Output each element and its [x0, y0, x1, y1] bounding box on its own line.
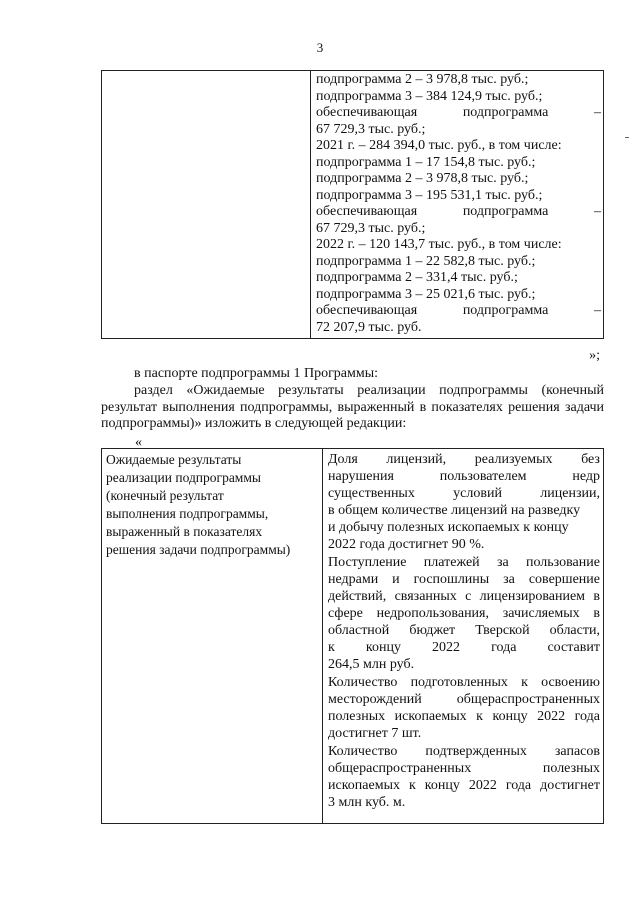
result-indicator-line-word: полезных [328, 709, 386, 724]
result-indicator-line-word: года [574, 709, 600, 724]
result-indicator-line-word: лицензированием [479, 589, 586, 604]
result-indicator-line [328, 468, 600, 485]
result-indicator-line-word: составит [547, 640, 600, 655]
result-indicator-line-word: 2022 [432, 640, 461, 655]
results-table-value-cell [323, 449, 604, 824]
result-indicator-line [328, 639, 600, 656]
result-indicator-line-word: пользование [526, 555, 600, 570]
financing-table-left-cell [102, 71, 311, 339]
results-label-line: решения задачи подпрограммы) [106, 542, 291, 557]
result-indicator [328, 743, 600, 811]
result-indicator [328, 554, 600, 673]
result-indicator-line-word: без [581, 452, 600, 467]
result-indicator-line-word: сфере [328, 606, 363, 621]
financing-line: 2022 г. – 120 143,7 тыс. руб., в том числе: [316, 237, 562, 252]
financing-line-word: – [593, 204, 601, 219]
result-indicator-line-word: в [593, 589, 600, 604]
result-indicator-line-word: Тверской [475, 623, 530, 638]
result-indicator-line-word: за [503, 572, 515, 587]
result-indicator-line-word: недропользования, [376, 606, 489, 621]
result-indicator-line-word: 2022 [468, 778, 497, 793]
result-indicator-line-word: госпошлины [413, 572, 490, 587]
result-indicator-line-word: условий [453, 486, 502, 501]
result-indicator-line: 3 млн куб. м. [328, 795, 406, 810]
financing-line-word: обеспечивающая [316, 105, 418, 120]
result-indicator-line [328, 743, 600, 760]
financing-line-word: подпрограмма [462, 204, 549, 219]
result-indicator-line: и добычу полезных ископаемых к концу [328, 520, 569, 535]
financing-line-word: подпрограмма [462, 105, 549, 120]
result-indicator-line-word: Количество [328, 744, 398, 759]
result-indicator-line-word: зачисляемых [502, 606, 580, 621]
closing-quote: »; [589, 348, 600, 363]
results-label-line: выраженный в показателях [106, 524, 263, 539]
financing-table [101, 70, 604, 339]
result-indicator-line: 264,5 млн руб. [328, 657, 415, 672]
result-indicator [328, 674, 600, 742]
result-indicator-line-word: 2022 [537, 709, 566, 724]
result-indicator-line-word: реализуемых [474, 452, 553, 467]
result-indicator-line-word: к [328, 640, 335, 655]
result-indicator-line-word: области, [549, 623, 600, 638]
result-indicator-line-word: общераспространенных [456, 692, 600, 707]
financing-line: 72 207,9 тыс. руб. [316, 319, 422, 335]
result-indicator-line: достигнет 7 шт. [328, 726, 422, 741]
result-indicator-line-word: к [476, 709, 483, 724]
financing-line-word: – [593, 105, 601, 120]
result-indicator-line-word: к [408, 778, 416, 793]
financing-line: подпрограмма 3 – 195 531,1 тыс. руб.; [316, 187, 543, 203]
opening-quote: « [135, 435, 142, 450]
result-indicator-line-word: концу [424, 778, 460, 793]
result-indicator-line [328, 622, 600, 639]
result-indicator-line [328, 777, 600, 794]
financing-line-word: – [593, 303, 601, 318]
paragraph-passport: в паспорте подпрограммы 1 Программы: [134, 366, 379, 381]
result-indicator-line-word: недрами [328, 572, 379, 587]
result-indicator-line-word: концу [492, 709, 528, 724]
result-indicator-line-word: лицензий, [386, 452, 447, 467]
result-indicator-line-word: связанных [394, 589, 457, 604]
result-indicator-line [328, 571, 600, 588]
result-indicator-line [328, 605, 600, 622]
result-indicator-line [328, 451, 600, 468]
result-indicator-line [328, 708, 600, 725]
financing-line: подпрограмма 2 – 331,4 тыс. руб.; [316, 270, 518, 285]
result-indicator-line-word: действий, [328, 589, 387, 604]
results-label-line: выполнения подпрограммы, [106, 506, 269, 521]
financing-line: подпрограмма 2 – 3 978,8 тыс. руб.; [316, 72, 529, 87]
financing-line [316, 303, 601, 320]
financing-line [316, 105, 601, 122]
financing-line [316, 204, 601, 221]
result-indicator [328, 451, 600, 553]
result-indicator-line-word: полезных [542, 761, 600, 776]
result-indicator-line-word: ископаемых [394, 709, 467, 724]
result-indicator-line-word: освоению [541, 675, 600, 690]
financing-line: 67 729,3 тыс. руб.; [316, 220, 426, 236]
result-indicator-line-word: существенных [328, 486, 415, 501]
result-indicator-line-word: пользователем [439, 469, 527, 484]
result-indicator-line-word: ископаемых [328, 778, 400, 793]
result-indicator-line-word: бюджет [409, 623, 456, 638]
result-indicator-line-word: запасов [554, 744, 600, 759]
financing-line: подпрограмма 2 – 3 978,8 тыс. руб.; [316, 171, 529, 186]
result-indicator-line-word: платежей [423, 555, 480, 570]
result-indicator-line-word: недр [572, 469, 600, 484]
result-indicator-line-word: года [491, 640, 517, 655]
page-number: 3 [316, 40, 324, 55]
financing-line: 67 729,3 тыс. руб.; [316, 121, 426, 137]
financing-line: 2021 г. – 284 394,0 тыс. руб., в том числе: [316, 138, 562, 153]
result-indicator-line-word: лицензии, [540, 486, 600, 501]
result-indicator-line [328, 691, 600, 708]
result-indicator-line-word: нарушения [328, 469, 394, 484]
paragraph-section-edit: раздел «Ожидаемые результаты реализации подпрограммы (конечный результат выполнения подпрограммы, выраженный в показателях решения задачи подпрограммы)» изложить в следующей редакции: [101, 383, 604, 431]
result-indicator-line: в общем количестве лицензий на разведку [328, 503, 581, 518]
financing-line-word: подпрограмма [462, 303, 549, 318]
financing-table-right-cell [311, 71, 604, 339]
result-indicator-line-word: с [465, 589, 472, 604]
results-table [101, 448, 604, 824]
financing-line-word: обеспечивающая [316, 204, 418, 219]
result-indicator-line-word: достигнет [540, 778, 600, 793]
margin-mark [625, 137, 629, 138]
result-indicator-line [328, 588, 600, 605]
result-indicator-line [328, 485, 600, 502]
financing-line-word: обеспечивающая [316, 303, 418, 318]
result-indicator-line: 2022 года достигнет 90 %. [328, 537, 485, 552]
result-indicator-line [328, 554, 600, 571]
result-indicator-line-word: к [521, 675, 528, 690]
result-indicator-line-word: года [505, 778, 532, 793]
result-indicator-line-word: месторождений [328, 692, 422, 707]
result-indicator-line-word: Доля [328, 452, 358, 467]
financing-line: подпрограмма 3 – 25 021,6 тыс. руб.; [316, 286, 536, 302]
result-indicator-line [328, 674, 600, 691]
result-indicator-line-word: концу [365, 640, 401, 655]
results-label-line: Ожидаемые результаты [106, 452, 242, 467]
result-indicator-line-word: подтвержденных [425, 744, 527, 759]
result-indicator-line-word: в [593, 606, 600, 621]
results-table-label-cell [102, 449, 323, 824]
result-indicator-line-word: подготовленных [410, 675, 508, 690]
result-indicator-line [328, 760, 600, 777]
result-indicator-line-word: за [496, 555, 509, 570]
results-label-line: (конечный результат [106, 488, 224, 503]
result-indicator-line-word: и [392, 572, 400, 587]
financing-line: подпрограмма 3 – 384 124,9 тыс. руб.; [316, 88, 543, 104]
result-indicator-line-word: совершение [528, 572, 600, 587]
financing-line: подпрограмма 1 – 17 154,8 тыс. руб.; [316, 154, 536, 170]
result-indicator-line-word: общераспространенных [328, 761, 472, 776]
result-indicator-line-word: Поступление [328, 555, 407, 570]
result-indicator-line-word: Количество [328, 675, 398, 690]
financing-line: подпрограмма 1 – 22 582,8 тыс. руб.; [316, 253, 536, 269]
result-indicator-line-word: областной [328, 623, 390, 638]
results-label-line: реализации подпрограммы [106, 470, 261, 485]
